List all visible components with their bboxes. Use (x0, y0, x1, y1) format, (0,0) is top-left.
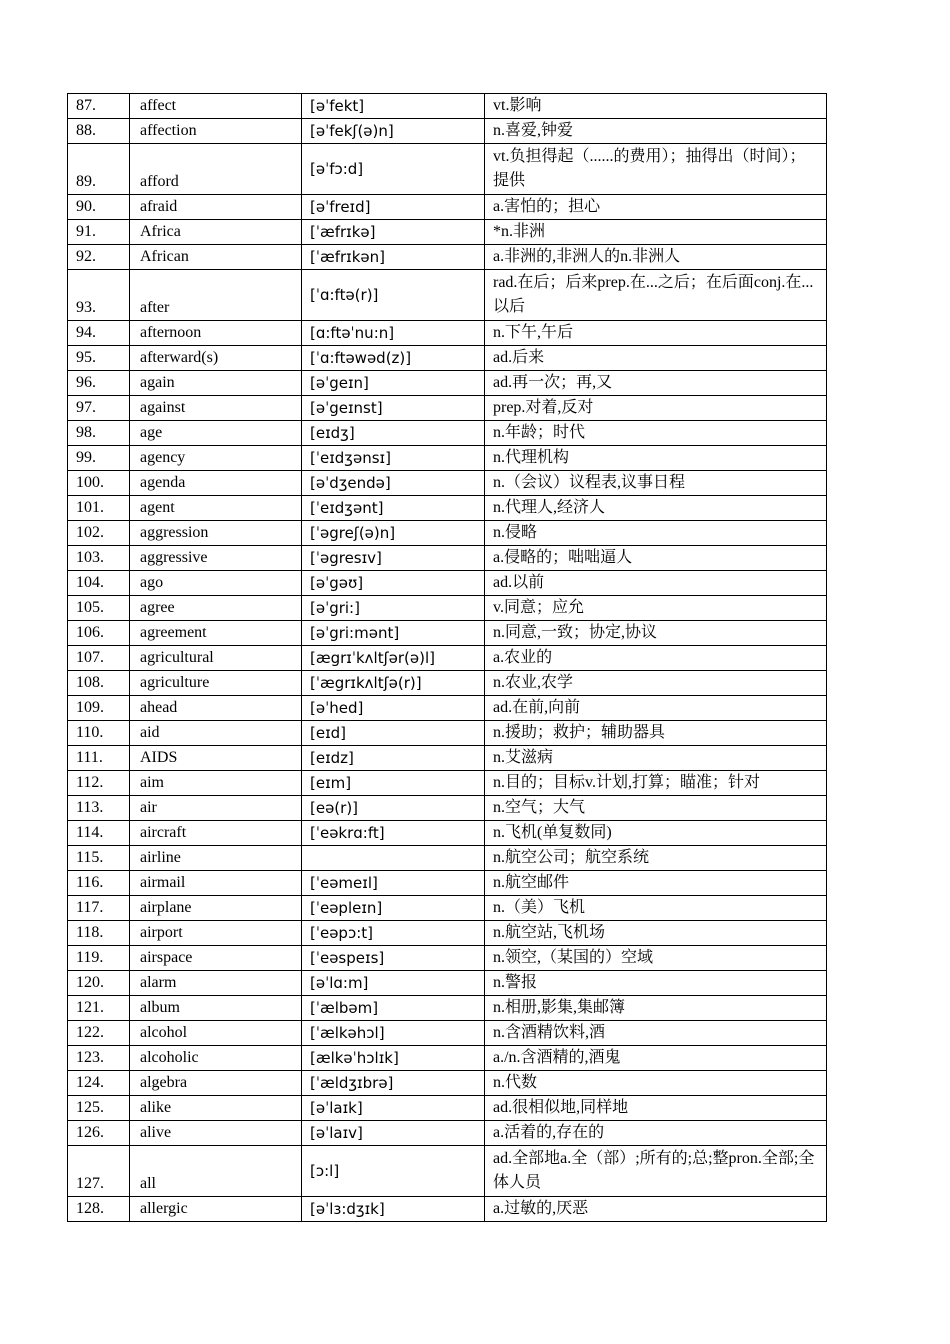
table-row (68, 746, 827, 771)
entry-meaning: a.农业的 (485, 646, 827, 671)
entry-meaning: a./n.含酒精的,酒鬼 (485, 1046, 827, 1071)
table-row (68, 646, 827, 671)
entry-word: aid (130, 721, 302, 746)
entry-word: agent (130, 496, 302, 521)
entry-meaning: n.农业,农学 (485, 671, 827, 696)
entry-meaning: rad.在后；后来prep.在...之后；在后面conj.在...以后 (485, 270, 827, 321)
table-row (68, 571, 827, 596)
entry-number: 98. (68, 421, 130, 446)
entry-number: 119. (68, 946, 130, 971)
entry-word: age (130, 421, 302, 446)
entry-word: airline (130, 846, 302, 871)
table-row (68, 1121, 827, 1146)
table-row (68, 144, 827, 195)
entry-meaning: v.同意；应允 (485, 596, 827, 621)
entry-word: alive (130, 1121, 302, 1146)
entry-word: all (130, 1146, 302, 1197)
table-row (68, 1197, 827, 1222)
entry-number: 106. (68, 621, 130, 646)
entry-meaning: a.侵略的；咄咄逼人 (485, 546, 827, 571)
entry-number: 126. (68, 1121, 130, 1146)
entry-number: 101. (68, 496, 130, 521)
entry-phonetic: [ˈæfrɪkə] (302, 220, 485, 245)
table-row (68, 245, 827, 270)
entry-meaning: n.航空公司；航空系统 (485, 846, 827, 871)
entry-meaning: n.相册,影集,集邮簿 (485, 996, 827, 1021)
entry-meaning: ad.在前,向前 (485, 696, 827, 721)
entry-phonetic: [ˈəgreʃ(ə)n] (302, 521, 485, 546)
entry-word: aim (130, 771, 302, 796)
entry-phonetic: [əˈfɔ:d] (302, 144, 485, 195)
table-row (68, 1146, 827, 1197)
entry-phonetic: [eɪm] (302, 771, 485, 796)
entry-meaning: ad.再一次；再,又 (485, 371, 827, 396)
table-row (68, 921, 827, 946)
entry-word: aggression (130, 521, 302, 546)
entry-meaning: vt.负担得起（......的费用）；抽得出（时间）；提供 (485, 144, 827, 195)
entry-meaning: n.飞机(单复数同) (485, 821, 827, 846)
entry-word: alike (130, 1096, 302, 1121)
entry-meaning: n.年龄；时代 (485, 421, 827, 446)
table-row (68, 119, 827, 144)
entry-phonetic: [əˈfekʃ(ə)n] (302, 119, 485, 144)
entry-phonetic: [eɪd] (302, 721, 485, 746)
entry-number: 124. (68, 1071, 130, 1096)
entry-phonetic: [ˈældʒɪbrə] (302, 1071, 485, 1096)
entry-word: air (130, 796, 302, 821)
entry-meaning: n.喜爱,钟爱 (485, 119, 827, 144)
entry-word: aggressive (130, 546, 302, 571)
entry-meaning: n.下午,午后 (485, 321, 827, 346)
entry-meaning: prep.对着,反对 (485, 396, 827, 421)
vocabulary-table (67, 93, 827, 1222)
entry-phonetic: [ˈeəmeɪl] (302, 871, 485, 896)
entry-word: ahead (130, 696, 302, 721)
entry-word: airplane (130, 896, 302, 921)
entry-meaning: n.同意,一致；协定,协议 (485, 621, 827, 646)
entry-meaning: n.目的；目标v.计划,打算；瞄准；针对 (485, 771, 827, 796)
entry-phonetic: [ægrɪˈkʌltʃər(ə)l] (302, 646, 485, 671)
entry-phonetic: [əˈgeɪnst] (302, 396, 485, 421)
entry-phonetic: [ˈæfrɪkən] (302, 245, 485, 270)
table-row (68, 621, 827, 646)
entry-meaning: n.代理机构 (485, 446, 827, 471)
table-row (68, 546, 827, 571)
table-row (68, 871, 827, 896)
entry-number: 91. (68, 220, 130, 245)
entry-word: airspace (130, 946, 302, 971)
table-row (68, 471, 827, 496)
entry-word: affection (130, 119, 302, 144)
entry-meaning: n.含酒精饮料,酒 (485, 1021, 827, 1046)
entry-phonetic: [eə(r)] (302, 796, 485, 821)
entry-meaning: n.警报 (485, 971, 827, 996)
entry-phonetic: [ɔ:l] (302, 1146, 485, 1197)
entry-phonetic: [ælkəˈhɔlɪk] (302, 1046, 485, 1071)
table-row (68, 421, 827, 446)
entry-word: algebra (130, 1071, 302, 1096)
entry-word: African (130, 245, 302, 270)
entry-meaning: n.代理人,经济人 (485, 496, 827, 521)
entry-word: afterward(s) (130, 346, 302, 371)
entry-number: 95. (68, 346, 130, 371)
entry-word: agency (130, 446, 302, 471)
entry-number: 125. (68, 1096, 130, 1121)
entry-word: agree (130, 596, 302, 621)
table-row (68, 346, 827, 371)
table-row (68, 521, 827, 546)
entry-number: 127. (68, 1146, 130, 1197)
entry-word: afford (130, 144, 302, 195)
entry-word: alarm (130, 971, 302, 996)
entry-phonetic: [eɪdz] (302, 746, 485, 771)
entry-number: 120. (68, 971, 130, 996)
entry-meaning: ad.很相似地,同样地 (485, 1096, 827, 1121)
entry-word: again (130, 371, 302, 396)
entry-number: 128. (68, 1197, 130, 1222)
entry-number: 87. (68, 94, 130, 119)
table-row (68, 796, 827, 821)
entry-number: 113. (68, 796, 130, 821)
entry-word: alcoholic (130, 1046, 302, 1071)
entry-word: agricultural (130, 646, 302, 671)
table-row (68, 1096, 827, 1121)
entry-phonetic: [ˈəgresɪv] (302, 546, 485, 571)
entry-phonetic: [ˈeəkrɑ:ft] (302, 821, 485, 846)
entry-number: 104. (68, 571, 130, 596)
entry-number: 102. (68, 521, 130, 546)
entry-number: 93. (68, 270, 130, 321)
entry-meaning: n.航空站,飞机场 (485, 921, 827, 946)
table-row (68, 596, 827, 621)
entry-word: AIDS (130, 746, 302, 771)
table-row (68, 696, 827, 721)
entry-number: 103. (68, 546, 130, 571)
entry-meaning: n.援助；救护；辅助器具 (485, 721, 827, 746)
entry-phonetic: [ˈeɪdʒənsɪ] (302, 446, 485, 471)
entry-word: after (130, 270, 302, 321)
table-row (68, 321, 827, 346)
entry-word: Africa (130, 220, 302, 245)
table-row (68, 1071, 827, 1096)
entry-number: 111. (68, 746, 130, 771)
table-row (68, 1021, 827, 1046)
entry-phonetic: [əˈgeɪn] (302, 371, 485, 396)
entry-phonetic: [ˈɑ:ftə(r)] (302, 270, 485, 321)
table-row (68, 996, 827, 1021)
entry-phonetic: [əˈgri:] (302, 596, 485, 621)
entry-phonetic: [ˈælkəhɔl] (302, 1021, 485, 1046)
entry-meaning: n.侵略 (485, 521, 827, 546)
entry-number: 97. (68, 396, 130, 421)
entry-word: album (130, 996, 302, 1021)
table-row (68, 1046, 827, 1071)
entry-number: 118. (68, 921, 130, 946)
entry-phonetic (302, 846, 485, 871)
entry-word: allergic (130, 1197, 302, 1222)
entry-word: affect (130, 94, 302, 119)
entry-number: 114. (68, 821, 130, 846)
entry-word: agreement (130, 621, 302, 646)
entry-meaning: n.艾滋病 (485, 746, 827, 771)
entry-number: 89. (68, 144, 130, 195)
entry-phonetic: [əˈfekt] (302, 94, 485, 119)
entry-phonetic: [əˈfreɪd] (302, 195, 485, 220)
table-row (68, 846, 827, 871)
entry-phonetic: [eɪdʒ] (302, 421, 485, 446)
entry-number: 96. (68, 371, 130, 396)
entry-meaning: a.非洲的,非洲人的n.非洲人 (485, 245, 827, 270)
entry-number: 99. (68, 446, 130, 471)
entry-meaning: vt.影响 (485, 94, 827, 119)
entry-word: afternoon (130, 321, 302, 346)
entry-phonetic: [əˈgəʊ] (302, 571, 485, 596)
entry-word: ago (130, 571, 302, 596)
table-row (68, 496, 827, 521)
entry-number: 116. (68, 871, 130, 896)
entry-number: 110. (68, 721, 130, 746)
entry-phonetic: [ˈægrɪkʌltʃə(r)] (302, 671, 485, 696)
table-row (68, 371, 827, 396)
entry-word: aircraft (130, 821, 302, 846)
entry-number: 108. (68, 671, 130, 696)
entry-phonetic: [əˈlɜ:dʒɪk] (302, 1197, 485, 1222)
entry-word: against (130, 396, 302, 421)
table-row (68, 270, 827, 321)
entry-number: 105. (68, 596, 130, 621)
entry-meaning: n.领空,（某国的）空域 (485, 946, 827, 971)
entry-phonetic: [əˈdʒendə] (302, 471, 485, 496)
table-row (68, 771, 827, 796)
entry-meaning: a.活着的,存在的 (485, 1121, 827, 1146)
vocabulary-table-body (68, 94, 827, 1222)
entry-meaning: ad.以前 (485, 571, 827, 596)
entry-meaning: n.（会议）议程表,议事日程 (485, 471, 827, 496)
entry-meaning: n.（美）飞机 (485, 896, 827, 921)
entry-meaning: *n.非洲 (485, 220, 827, 245)
entry-phonetic: [ˈɑ:ftəwəd(z)] (302, 346, 485, 371)
entry-meaning: ad.后来 (485, 346, 827, 371)
entry-number: 122. (68, 1021, 130, 1046)
entry-meaning: n.航空邮件 (485, 871, 827, 896)
entry-word: agenda (130, 471, 302, 496)
table-row (68, 396, 827, 421)
entry-meaning: n.空气；大气 (485, 796, 827, 821)
entry-meaning: a.害怕的；担心 (485, 195, 827, 220)
table-row (68, 94, 827, 119)
entry-phonetic: [ˈeəpleɪn] (302, 896, 485, 921)
entry-word: agriculture (130, 671, 302, 696)
table-row (68, 721, 827, 746)
entry-phonetic: [ɑ:ftəˈnu:n] (302, 321, 485, 346)
entry-number: 107. (68, 646, 130, 671)
entry-number: 121. (68, 996, 130, 1021)
entry-phonetic: [ˈeɪdʒənt] (302, 496, 485, 521)
entry-number: 112. (68, 771, 130, 796)
entry-number: 115. (68, 846, 130, 871)
table-row (68, 971, 827, 996)
table-row (68, 446, 827, 471)
entry-meaning: n.代数 (485, 1071, 827, 1096)
entry-phonetic: [əˈlaɪv] (302, 1121, 485, 1146)
entry-phonetic: [əˈhed] (302, 696, 485, 721)
table-row (68, 946, 827, 971)
entry-number: 123. (68, 1046, 130, 1071)
entry-phonetic: [əˈlɑ:m] (302, 971, 485, 996)
entry-meaning: ad.全部地a.全（部）;所有的;总;整pron.全部;全体人员 (485, 1146, 827, 1197)
table-row (68, 821, 827, 846)
entry-number: 92. (68, 245, 130, 270)
entry-word: airmail (130, 871, 302, 896)
entry-phonetic: [əˈlaɪk] (302, 1096, 485, 1121)
entry-number: 117. (68, 896, 130, 921)
entry-word: afraid (130, 195, 302, 220)
table-row (68, 896, 827, 921)
entry-word: airport (130, 921, 302, 946)
entry-number: 90. (68, 195, 130, 220)
entry-number: 88. (68, 119, 130, 144)
entry-number: 94. (68, 321, 130, 346)
entry-word: alcohol (130, 1021, 302, 1046)
entry-meaning: a.过敏的,厌恶 (485, 1197, 827, 1222)
entry-phonetic: [ˈeəspeɪs] (302, 946, 485, 971)
table-row (68, 220, 827, 245)
table-row (68, 671, 827, 696)
entry-phonetic: [ˈeəpɔ:t] (302, 921, 485, 946)
entry-number: 109. (68, 696, 130, 721)
entry-phonetic: [ˈælbəm] (302, 996, 485, 1021)
table-row (68, 195, 827, 220)
entry-phonetic: [əˈgri:mənt] (302, 621, 485, 646)
entry-number: 100. (68, 471, 130, 496)
